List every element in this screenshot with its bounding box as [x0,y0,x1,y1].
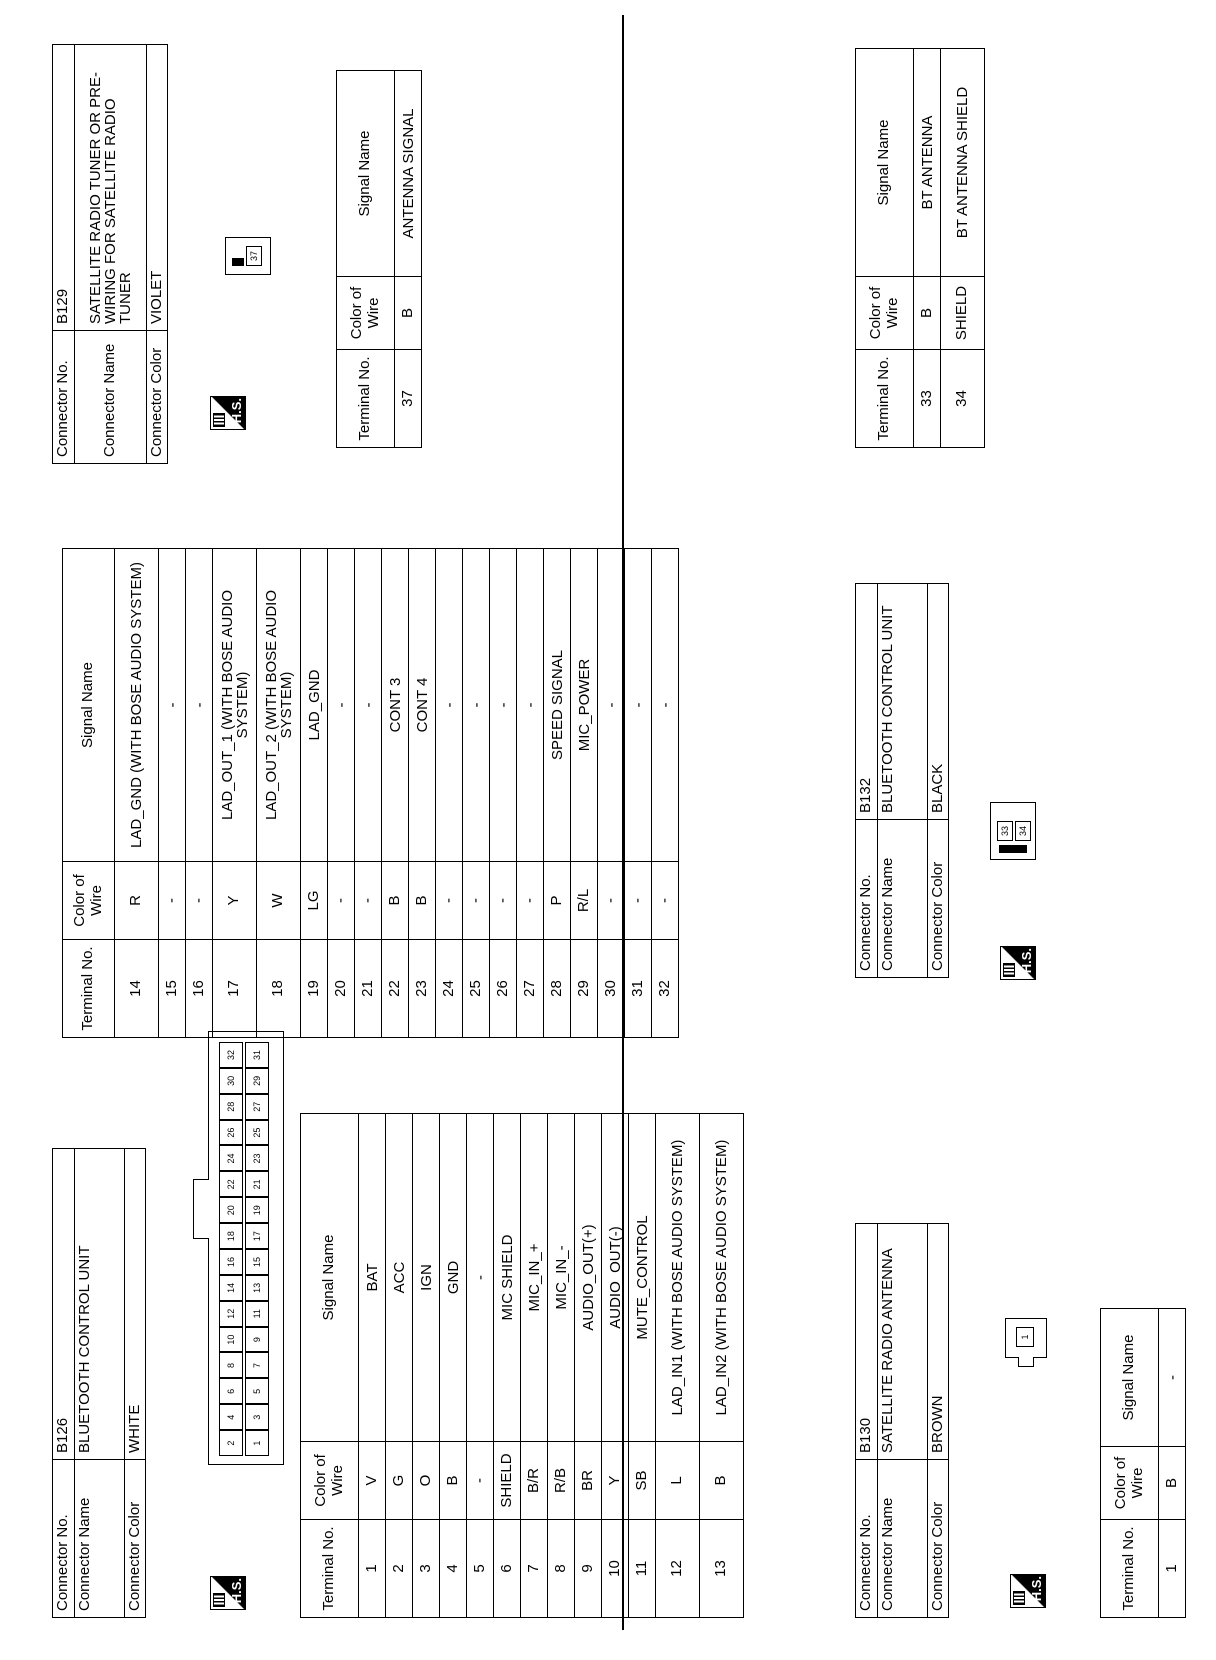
hs-label: H.S. [229,398,244,424]
signal-name-cell: BT ANTENNA [914,49,941,277]
b132-header-table [855,583,949,978]
terminal-no-cell: 28 [544,940,571,1038]
terminal-no-cell: 18 [257,940,301,1038]
label-connector-no: Connector No. [53,1460,75,1618]
table-row [359,1114,386,1618]
col-color-of-wire: Color of Wire [63,862,115,940]
terminal-no-cell: 10 [602,1520,629,1618]
signal-name-cell: - [652,549,679,862]
terminal-no-cell: 34 [941,350,985,448]
table-row [301,549,328,1038]
signal-name-cell: SPEED SIGNAL [544,549,571,862]
table-row [257,549,301,1038]
terminal-no-cell: 16 [186,940,213,1038]
signal-name-cell: CONT 3 [382,549,409,862]
table-row [700,1114,744,1618]
table-row [355,549,382,1038]
wire-color-cell: B [440,1442,467,1520]
b126-pin: 8 [219,1353,243,1379]
terminal-no-cell: 32 [652,940,679,1038]
col-color-of-wire: Color of Wire [301,1442,359,1520]
table-row [914,49,941,448]
table-row [625,549,652,1038]
b126-pin: 5 [245,1378,269,1404]
signal-name-cell: CONT 4 [409,549,436,862]
terminal-no-cell: 26 [490,940,517,1038]
label-connector-name: Connector Name [74,331,146,464]
wire-color-cell: - [328,862,355,940]
harness-icon [213,413,225,427]
b126-pin: 9 [245,1327,269,1353]
table-row [598,549,625,1038]
wire-color-cell: - [517,862,544,940]
terminal-no-cell: 5 [467,1520,494,1618]
wire-color-cell: B/R [521,1442,548,1520]
wire-color-cell: W [257,862,301,940]
b126-pin: 21 [245,1171,269,1197]
b126-pin: 1 [245,1430,269,1456]
b130-terminal-table [1100,1308,1186,1618]
signal-name-cell: - [328,549,355,862]
wire-color-cell: SHIELD [494,1442,521,1520]
table-row [656,1114,700,1618]
terminal-no-cell: 22 [382,940,409,1038]
harness-icon [1013,1591,1025,1605]
col-signal-name: Signal Name [63,549,115,862]
terminal-no-cell: 29 [571,940,598,1038]
signal-name-cell: - [1159,1309,1186,1447]
harness-icon [213,1593,225,1607]
signal-name-cell: ACC [386,1114,413,1442]
table-row [159,549,186,1038]
b129-pin: 37 [246,246,262,266]
b132-connector-name: BLUETOOTH CONTROL UNIT [877,584,927,820]
hs-icon [210,396,246,430]
wire-color-cell: SB [629,1442,656,1520]
table-row [629,1114,656,1618]
b126-pin: 32 [219,1042,243,1068]
wire-color-cell: Y [213,862,257,940]
b130-connector-color: BROWN [927,1224,949,1460]
b129-latch [232,258,244,266]
hs-icon [1000,946,1036,980]
b130-latch [1018,1357,1034,1367]
hs-label: H.S. [229,1578,244,1604]
col-color-of-wire: Color of Wire [856,277,914,350]
table-row [440,1114,467,1618]
table-row [436,549,463,1038]
label-connector-name: Connector Name [877,1460,927,1618]
b126-connector-color: WHITE [124,1149,146,1460]
b126-pin: 27 [245,1094,269,1120]
wire-color-cell: - [436,862,463,940]
wire-color-cell: Y [602,1442,629,1520]
terminal-no-cell: 11 [629,1520,656,1618]
signal-name-cell: MIC_POWER [571,549,598,862]
signal-name-cell: LAD_IN1 (WITH BOSE AUDIO SYSTEM) [656,1114,700,1442]
label-connector-no: Connector No. [53,331,75,464]
b132-terminal-table [855,48,985,448]
col-terminal-no: Terminal No. [1101,1520,1159,1618]
signal-name-cell: - [463,549,490,862]
signal-name-cell: - [355,549,382,862]
wire-color-cell: R/B [548,1442,575,1520]
b129-connector-no: B129 [53,45,75,331]
terminal-no-cell: 7 [521,1520,548,1618]
b126-header-table [52,1148,146,1618]
wire-color-cell: - [598,862,625,940]
table-row [521,1114,548,1618]
table-row [409,549,436,1038]
table-row [571,549,598,1038]
b126-pin: 4 [219,1404,243,1430]
terminal-no-cell: 19 [301,940,328,1038]
signal-name-cell: LAD_GND (WITH BOSE AUDIO SYSTEM) [115,549,159,862]
b126-pin: 24 [219,1146,243,1172]
b130-connector-face [1005,1318,1047,1358]
table-row [602,1114,629,1618]
signal-name-cell: - [467,1114,494,1442]
wire-color-cell: - [467,1442,494,1520]
b126-pin: 16 [219,1249,243,1275]
table-row [652,549,679,1038]
terminal-no-cell: 14 [115,940,159,1038]
b132-pin-34: 34 [1015,821,1031,841]
b126-pin: 26 [219,1120,243,1146]
b126-pin: 29 [245,1068,269,1094]
b126-pin: 18 [219,1223,243,1249]
signal-name-cell: LAD_GND [301,549,328,862]
b130-header-table [855,1223,949,1618]
table-row [544,549,571,1038]
table-row [395,71,422,448]
terminal-no-cell: 24 [436,940,463,1038]
table-row [494,1114,521,1618]
col-signal-name: Signal Name [856,49,914,277]
wire-color-cell: SHIELD [941,277,985,350]
harness-icon [1003,963,1015,977]
wire-color-cell: BR [575,1442,602,1520]
col-signal-name: Signal Name [1101,1309,1159,1447]
b126-connector-no: B126 [53,1149,75,1460]
signal-name-cell: BAT [359,1114,386,1442]
b129-connector-face [225,237,271,275]
terminal-no-cell: 1 [1159,1520,1186,1618]
label-connector-name: Connector Name [74,1460,124,1618]
signal-name-cell: LAD_IN2 (WITH BOSE AUDIO SYSTEM) [700,1114,744,1442]
signal-name-cell: GND [440,1114,467,1442]
b126-pin: 20 [219,1197,243,1223]
b126-pin: 2 [219,1430,243,1456]
b126-connector-name: BLUETOOTH CONTROL UNIT [74,1149,124,1460]
wire-color-cell: - [159,862,186,940]
col-terminal-no: Terminal No. [337,350,395,448]
table-row [517,549,544,1038]
terminal-no-cell: 8 [548,1520,575,1618]
wire-color-cell: R/L [571,862,598,940]
b129-connector-name: SATELLITE RADIO TUNER OR PRE-WIRING FOR SATELLITE RADIO TUNER [74,45,146,331]
terminal-no-cell: 9 [575,1520,602,1618]
wire-color-cell: B [395,277,422,350]
table-row [386,1114,413,1618]
terminal-no-cell: 25 [463,940,490,1038]
table-row [413,1114,440,1618]
hs-label: H.S. [1029,1576,1044,1602]
b126-terminal-table-b [62,548,679,1038]
b126-pin: 25 [245,1120,269,1146]
b129-connector-color: VIOLET [146,45,168,331]
col-color-of-wire: Color of Wire [337,277,395,350]
wire-color-cell: L [656,1442,700,1520]
terminal-no-cell: 20 [328,940,355,1038]
signal-name-cell: ANTENNA SIGNAL [395,71,422,277]
terminal-no-cell: 21 [355,940,382,1038]
b126-pin: 7 [245,1353,269,1379]
label-connector-color: Connector Color [146,331,168,464]
b129-terminal-table [336,70,422,448]
wire-color-cell: B [382,862,409,940]
terminal-no-cell: 2 [386,1520,413,1618]
terminal-no-cell: 4 [440,1520,467,1618]
table-row [575,1114,602,1618]
col-signal-name: Signal Name [337,71,395,277]
signal-name-cell: - [625,549,652,862]
b126-pin: 13 [245,1275,269,1301]
col-terminal-no: Terminal No. [856,350,914,448]
terminal-no-cell: 3 [413,1520,440,1618]
wire-color-cell: B [700,1442,744,1520]
label-connector-name: Connector Name [877,820,927,978]
b130-connector-name: SATELLITE RADIO ANTENNA [877,1224,927,1460]
signal-name-cell: MIC SHIELD [494,1114,521,1442]
wire-color-cell: - [186,862,213,940]
signal-name-cell: - [159,549,186,862]
b126-terminal-table-a [300,1113,744,1618]
b126-connector-face [208,1031,284,1465]
terminal-no-cell: 27 [517,940,544,1038]
table-row [467,1114,494,1618]
table-row [213,549,257,1038]
wire-color-cell: - [652,862,679,940]
wire-color-cell: - [625,862,652,940]
b126-pin: 30 [219,1068,243,1094]
hs-icon [210,1576,246,1610]
b126-pin: 3 [245,1404,269,1430]
terminal-no-cell: 6 [494,1520,521,1618]
wire-color-cell: LG [301,862,328,940]
terminal-no-cell: 37 [395,350,422,448]
wire-color-cell: P [544,862,571,940]
wire-color-cell: - [355,862,382,940]
wire-color-cell: V [359,1442,386,1520]
wire-color-cell: G [386,1442,413,1520]
signal-name-cell: - [598,549,625,862]
terminal-no-cell: 12 [656,1520,700,1618]
b132-connector-no: B132 [856,584,878,820]
b126-pin: 22 [219,1171,243,1197]
b126-latch [193,1179,209,1239]
label-connector-no: Connector No. [856,1460,878,1618]
wire-color-cell: R [115,862,159,940]
signal-name-cell: MUTE_CONTROL [629,1114,656,1442]
table-row [490,549,517,1038]
table-row [463,549,490,1038]
signal-name-cell: MIC_IN_+ [521,1114,548,1442]
signal-name-cell: MIC_IN_- [548,1114,575,1442]
signal-name-cell: - [186,549,213,862]
b130-connector-no: B130 [856,1224,878,1460]
wire-color-cell: O [413,1442,440,1520]
signal-name-cell: - [490,549,517,862]
table-row [186,549,213,1038]
wire-color-cell: - [490,862,517,940]
b126-pin: 23 [245,1146,269,1172]
terminal-no-cell: 1 [359,1520,386,1618]
b126-pin: 19 [245,1197,269,1223]
table-row [941,49,985,448]
signal-name-cell: AUDIO_OUT(+) [575,1114,602,1442]
signal-name-cell: AUDIO_OUT(-) [602,1114,629,1442]
signal-name-cell: IGN [413,1114,440,1442]
b132-pin-33: 33 [997,821,1013,841]
b126-pin: 10 [219,1327,243,1353]
label-connector-color: Connector Color [927,1460,949,1618]
terminal-no-cell: 30 [598,940,625,1038]
wire-color-cell: B [914,277,941,350]
b126-pin: 15 [245,1249,269,1275]
b126-pin: 11 [245,1301,269,1327]
terminal-no-cell: 23 [409,940,436,1038]
terminal-no-cell: 13 [700,1520,744,1618]
b132-connector-color: BLACK [927,584,949,820]
terminal-no-cell: 33 [914,350,941,448]
b126-pin-grid [219,1042,269,1456]
terminal-no-cell: 31 [625,940,652,1038]
b126-pin: 17 [245,1223,269,1249]
wire-color-cell: B [409,862,436,940]
table-row [115,549,159,1038]
b126-pin: 28 [219,1094,243,1120]
table-row [548,1114,575,1618]
b130-pin: 1 [1016,1327,1034,1347]
b132-connector-face [990,802,1036,860]
wire-color-cell: B [1159,1447,1186,1520]
b126-pin: 14 [219,1275,243,1301]
table-row [382,549,409,1038]
label-connector-color: Connector Color [124,1460,146,1618]
signal-name-cell: LAD_OUT_2 (WITH BOSE AUDIO SYSTEM) [257,549,301,862]
hs-icon [1010,1574,1046,1608]
col-terminal-no: Terminal No. [63,940,115,1038]
col-color-of-wire: Color of Wire [1101,1447,1159,1520]
b126-pin: 6 [219,1378,243,1404]
label-connector-color: Connector Color [927,820,949,978]
table-row [1159,1309,1186,1618]
b132-latch [999,845,1027,853]
signal-name-cell: BT ANTENNA SHIELD [941,49,985,277]
b129-header-table [52,44,168,464]
wire-color-cell: - [463,862,490,940]
signal-name-cell: LAD_OUT_1 (WITH BOSE AUDIO SYSTEM) [213,549,257,862]
hs-label: H.S. [1019,948,1034,974]
b126-pin: 12 [219,1301,243,1327]
terminal-no-cell: 17 [213,940,257,1038]
table-row [328,549,355,1038]
signal-name-cell: - [517,549,544,862]
b126-pin: 31 [245,1042,269,1068]
terminal-no-cell: 15 [159,940,186,1038]
signal-name-cell: - [436,549,463,862]
label-connector-no: Connector No. [856,820,878,978]
col-terminal-no: Terminal No. [301,1520,359,1618]
col-signal-name: Signal Name [301,1114,359,1442]
